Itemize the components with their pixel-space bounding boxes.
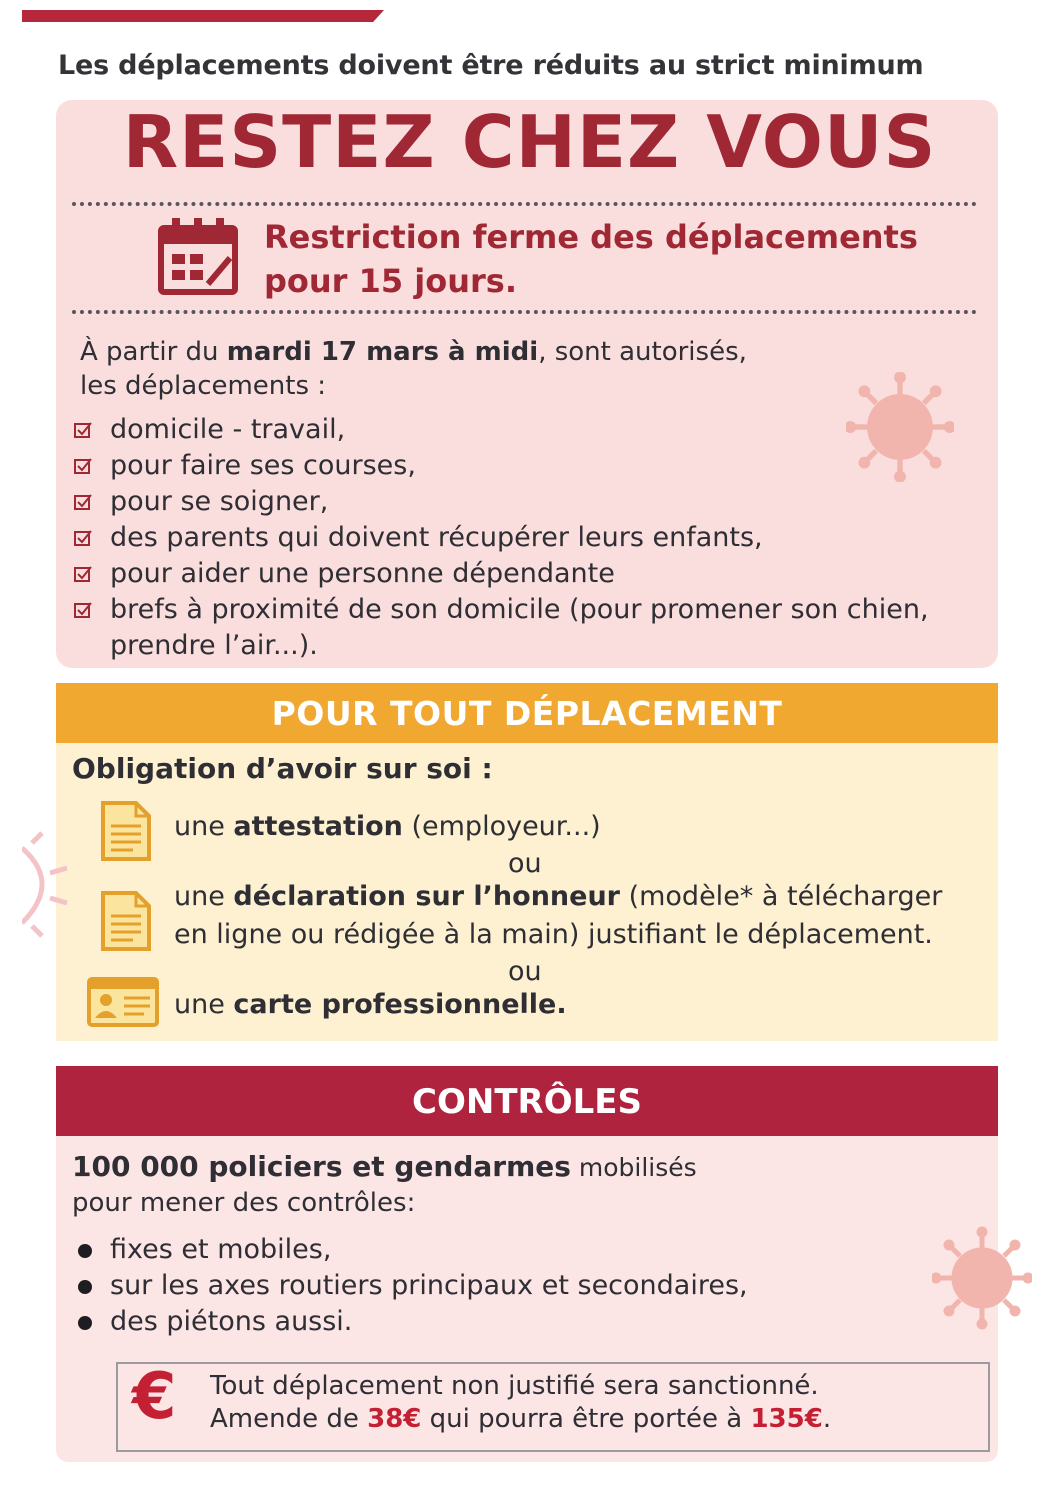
- fine-line-1: Tout déplacement non justifié sera sanctionné.: [210, 1371, 819, 1401]
- list-item: [72, 1232, 748, 1268]
- checkbox-icon: [74, 458, 92, 475]
- list-item-label: sur les axes routiers principaux et secondaires,: [110, 1270, 748, 1301]
- list-item: [72, 1268, 748, 1304]
- police-heading: [72, 1150, 697, 1183]
- checkbox-icon: [74, 422, 92, 439]
- police-count: 100 000 policiers et gendarmes: [72, 1150, 571, 1183]
- list-item-label: domicile - travail,: [110, 414, 346, 445]
- checkbox-icon: [74, 530, 92, 547]
- list-item: [72, 592, 990, 628]
- intro-text: [80, 335, 747, 403]
- option-pre: une: [174, 989, 234, 1020]
- option-bold: déclaration sur l’honneur: [233, 881, 620, 912]
- subtitle: Les déplacements doivent être réduits au strict minimum: [58, 50, 924, 81]
- option-attestation: [174, 808, 601, 846]
- checkbox-icon: [74, 602, 92, 619]
- page-title: RESTEZ CHEZ VOUS: [122, 100, 937, 184]
- bullet-icon: [78, 1280, 92, 1294]
- list-item-label: fixes et mobiles,: [110, 1234, 332, 1265]
- list-item-label: pour faire ses courses,: [110, 450, 416, 481]
- list-item-label: pour aider une personne dépendante: [110, 558, 615, 589]
- virus-icon: [22, 828, 72, 938]
- list-item-continued: [72, 628, 990, 664]
- list-item: [72, 484, 990, 520]
- virus-icon: [846, 372, 954, 482]
- option-post: (employeur...): [402, 811, 601, 842]
- document-icon: [100, 890, 152, 952]
- intro-pre: À partir du: [80, 337, 227, 367]
- id-card-icon: [86, 976, 160, 1028]
- top-accent-bar: [22, 10, 384, 22]
- bullet-icon: [78, 1316, 92, 1330]
- section-header-controls: CONTRÔLES: [56, 1066, 998, 1136]
- option-pro-card: [174, 986, 567, 1024]
- restriction-text: [264, 215, 918, 303]
- restriction-line-1: Restriction ferme des déplacements: [264, 218, 918, 256]
- restriction-line-2: pour 15 jours.: [264, 262, 517, 300]
- checkbox-icon: [74, 566, 92, 583]
- list-item-label: pour se soigner,: [110, 486, 329, 517]
- option-pre: une: [174, 881, 234, 912]
- option-bold: carte professionnelle.: [233, 989, 567, 1020]
- option-bold: attestation: [233, 811, 403, 842]
- police-rest: mobilisés: [570, 1153, 697, 1182]
- list-item: [72, 1304, 748, 1340]
- or-separator: ou: [508, 848, 542, 879]
- option-declaration: [174, 878, 942, 954]
- list-item-label: des piétons aussi.: [110, 1306, 353, 1337]
- euro-icon: €: [132, 1360, 177, 1434]
- option-line-2: en ligne ou rédigée à la main) justifiant le déplacement.: [174, 919, 933, 950]
- checkbox-icon: [74, 494, 92, 511]
- virus-icon: [932, 1226, 1032, 1330]
- fine-pre: Amende de: [210, 1404, 368, 1434]
- list-item-label: prendre l’air...).: [110, 630, 318, 661]
- fine-amount-max: 135€: [750, 1404, 823, 1434]
- fine-mid: qui pourra être portée à: [421, 1404, 751, 1434]
- list-item-label: des parents qui doivent récupérer leurs enfants,: [110, 522, 763, 553]
- controls-list: [72, 1232, 748, 1340]
- intro-post: , sont autorisés,: [538, 337, 747, 367]
- intro-line-2: les déplacements :: [80, 371, 327, 401]
- list-item-label: brefs à proximité de son domicile (pour promener son chien,: [110, 594, 929, 625]
- police-subheading: pour mener des contrôles:: [72, 1188, 416, 1218]
- list-item: [72, 556, 990, 592]
- option-pre: une: [174, 811, 234, 842]
- or-separator: ou: [508, 956, 542, 987]
- dotted-divider: [72, 310, 977, 314]
- option-post: (modèle* à télécharger: [620, 881, 943, 912]
- bullet-icon: [78, 1244, 92, 1258]
- obligation-heading: Obligation d’avoir sur soi :: [72, 752, 493, 785]
- calendar-icon: [158, 214, 238, 296]
- fine-amount-min: 38€: [367, 1404, 422, 1434]
- intro-date: mardi 17 mars à midi: [226, 337, 539, 367]
- list-item: [72, 520, 990, 556]
- section-header-travel: POUR TOUT DÉPLACEMENT: [56, 683, 998, 743]
- fine-text: [210, 1370, 831, 1436]
- fine-end: .: [822, 1404, 832, 1434]
- dotted-divider: [72, 202, 977, 206]
- document-icon: [100, 800, 152, 862]
